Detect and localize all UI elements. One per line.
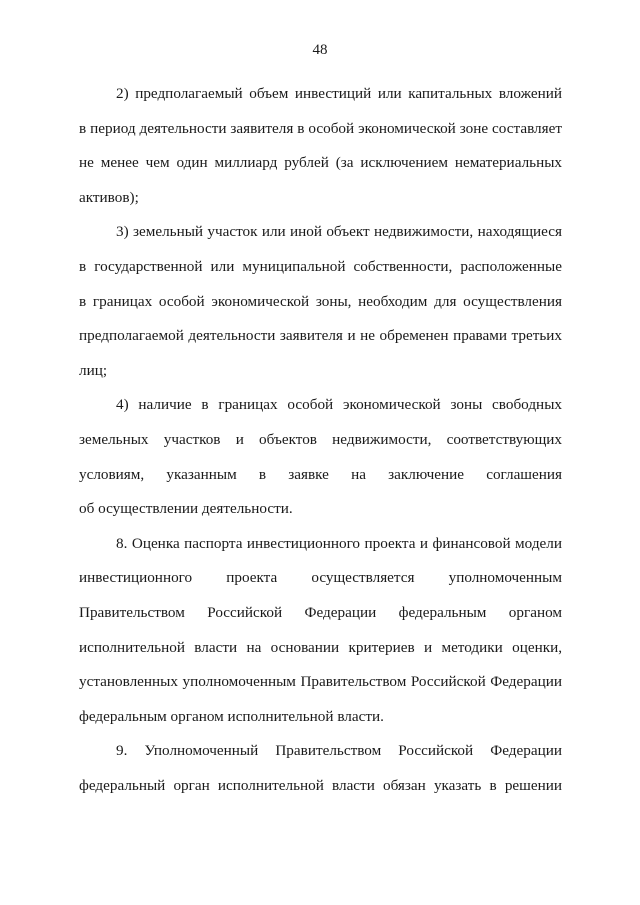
text-line: инвестиционного проекта осуществляется уполномоченным bbox=[79, 569, 562, 587]
text-line: условиям, указанным в заявке на заключение соглашения bbox=[79, 465, 562, 483]
text-line: федеральным органом исполнительной власти. bbox=[79, 707, 384, 725]
text-line: 3) земельный участок или иной объект недвижимости, находящиеся bbox=[116, 223, 562, 241]
text-line: земельных участков и объектов недвижимости, соответствующих bbox=[79, 430, 562, 448]
text-line: лиц; bbox=[79, 361, 108, 379]
text-line: 2) предполагаемый объем инвестиций или капитальных вложений bbox=[116, 85, 562, 102]
text-line: в государственной или муниципальной собственности, расположенные bbox=[79, 257, 562, 275]
paragraph-section-8 bbox=[79, 527, 562, 735]
text-line: в период деятельности заявителя в особой экономической зоне составляет bbox=[79, 119, 562, 137]
text-line: федеральный орган исполнительной власти обязан указать в решении bbox=[79, 776, 562, 794]
text-line: установленных уполномоченным Правительством Российской Федерации bbox=[79, 673, 562, 691]
text-line: об осуществлении деятельности. bbox=[79, 500, 293, 518]
text-line: 9. Уполномоченный Правительством Российской Федерации bbox=[116, 742, 562, 760]
paragraph-item-4 bbox=[79, 388, 562, 526]
text-line: 8. Оценка паспорта инвестиционного проекта и финансовой модели bbox=[116, 534, 562, 552]
text-line: предполагаемой деятельности заявителя и не обременен правами третьих bbox=[79, 327, 562, 345]
paragraph-item-3 bbox=[79, 215, 562, 388]
document-body bbox=[79, 77, 562, 803]
text-line: не менее чем один миллиард рублей (за исключением нематериальных bbox=[79, 154, 562, 172]
page-number: 48 bbox=[312, 42, 328, 58]
text-line: в границах особой экономической зоны, необходим для осуществления bbox=[79, 292, 562, 310]
paragraph-item-2 bbox=[79, 77, 562, 215]
text-line: активов); bbox=[79, 188, 139, 206]
text-line: 4) наличие в границах особой экономической зоны свободных bbox=[116, 396, 562, 414]
paragraph-section-9 bbox=[79, 734, 562, 803]
text-line: исполнительной власти на основании критериев и методики оценки, bbox=[79, 638, 562, 656]
text-line: Правительством Российской Федерации федеральным органом bbox=[79, 603, 562, 621]
